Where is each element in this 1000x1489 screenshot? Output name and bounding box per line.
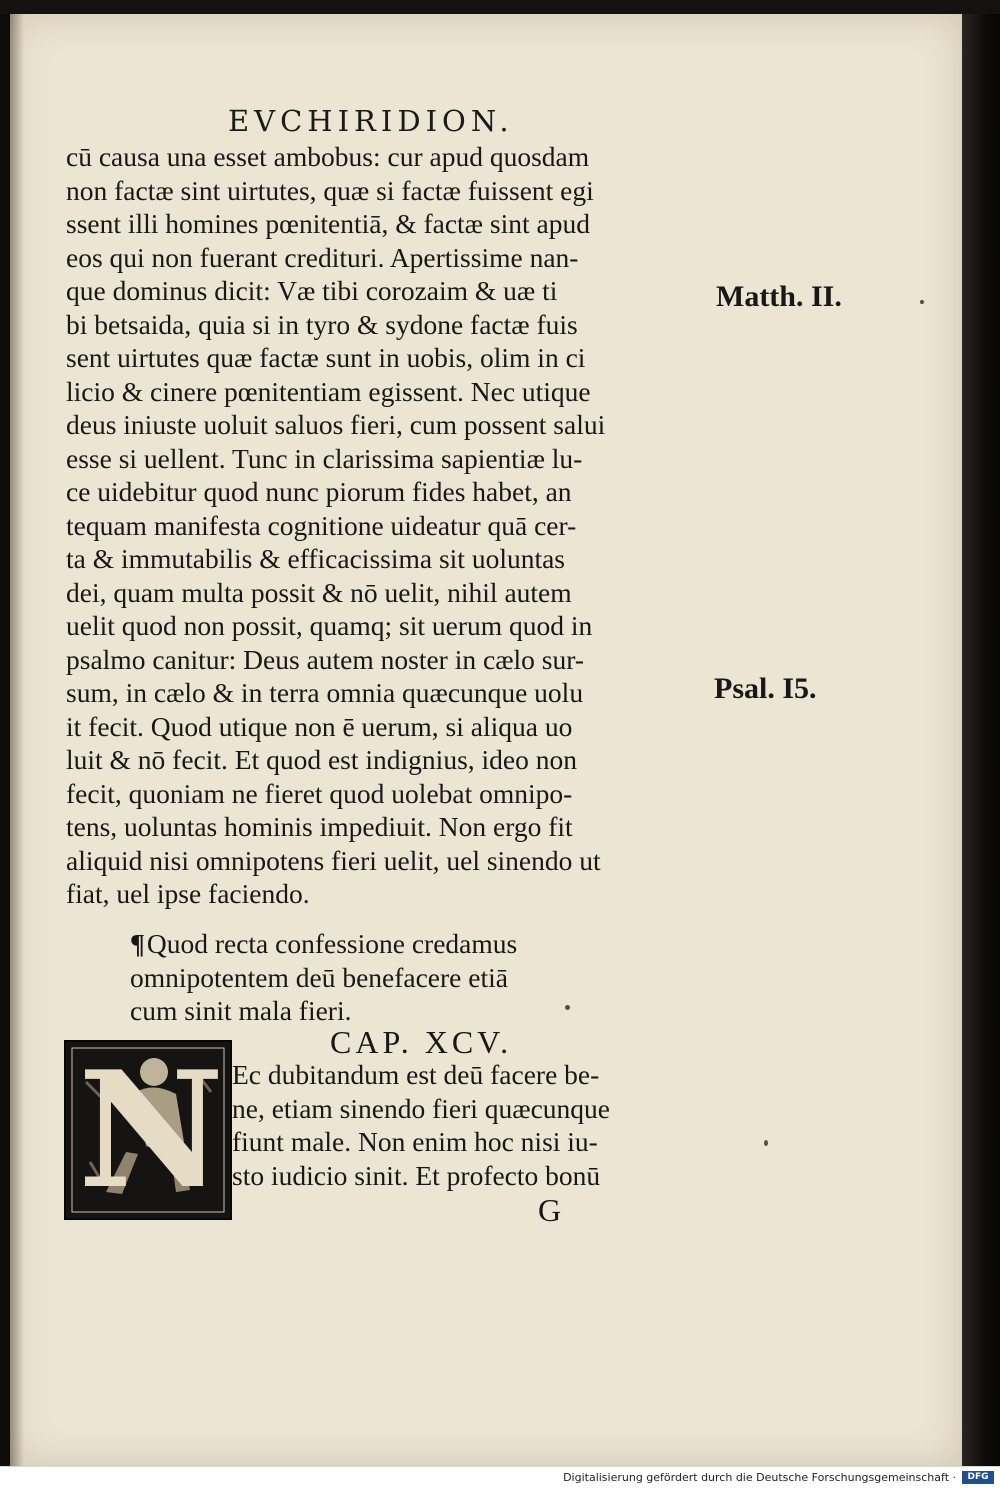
text-line: ta & immutabilis & efficacissima sit uoluntas [66, 543, 566, 574]
chapter-text [232, 1058, 702, 1192]
section-heading-line: ¶Quod recta confessione credamus [130, 928, 518, 959]
text-line: it fecit. Quod utique non ē uerum, si aliqua uo [66, 710, 573, 742]
dfg-logo: DFG [962, 1471, 994, 1484]
footer-bar [0, 1466, 1000, 1489]
text-line: esse si uellent. Tunc in clarissima sapientiæ lu- [66, 442, 583, 474]
marginal-note-matth: Matth. II. [716, 280, 842, 313]
running-head: EVCHIRIDION. [228, 104, 514, 138]
text-line: cū causa una esset ambobus: cur apud quosdam [66, 141, 590, 172]
text-line: fiunt male. Non enim hoc nisi iu- [232, 1126, 598, 1157]
page-edge [962, 14, 1000, 1466]
text-line: non factæ sint uirtutes, quæ si factæ fuissent egi [66, 174, 594, 206]
text-line: sum, in cælo & in terra omnia quæcunque uolu [66, 677, 584, 708]
text-line: fecit, quoniam ne fieret quod uolebat omnipo- [66, 777, 573, 809]
section-heading-line: cum sinit mala fieri. [130, 995, 352, 1026]
text-line: tens, uoluntas hominis impediuit. Non ergo fit [66, 811, 573, 842]
text-line: eos qui non fuerant credituri. Apertissime nan- [66, 241, 579, 273]
text-line: bi betsaida, quia si in tyro & sydone factæ fuis [66, 308, 578, 340]
text-line: ne, etiam sinendo fieri quæcunque [232, 1092, 611, 1124]
paper-speck [920, 300, 924, 304]
marginal-note-psal: Psal. I5. [714, 672, 817, 705]
initial-letter: N [78, 1036, 225, 1224]
paragraph-mark-icon: ¶ [130, 928, 145, 959]
section-heading [130, 927, 650, 1028]
paper-speck [764, 1140, 768, 1146]
text-line: deus iniuste uoluit saluos fieri, cum possent salui [66, 409, 606, 440]
text-line: sto iudicio sinit. Et profecto bonū [232, 1159, 601, 1191]
paper-speck [565, 1005, 570, 1010]
gutter-shadow [10, 14, 24, 1466]
text-line: uelit quod non possit, quamq; sit uerum quod in [66, 610, 593, 641]
scan-border-top [0, 0, 1000, 14]
section-heading-line: omnipotentem deū benefacere etiā [130, 961, 508, 993]
body-text [66, 140, 706, 911]
chapter-label: CAP. XCV. [330, 1024, 513, 1060]
text-line: psalmo canitur: Deus autem noster in cælo sur- [66, 643, 585, 675]
text-line: tequam manifesta cognitione uideatur quā cer- [66, 509, 577, 541]
text-line: que dominus dicit: Væ tibi corozaim & uæ ti [66, 275, 558, 306]
text-line: aliquid nisi omnipotens fieri uelit, uel sinendo ut [66, 844, 601, 876]
text-line: licio & cinere pœnitentiam egissent. Nec utique [66, 375, 591, 407]
text-line: ce uidebitur quod nunc piorum fides habet, an [66, 476, 572, 507]
text-line: Ec dubitandum est deū facere be- [232, 1059, 600, 1090]
text-line: luit & nō fecit. Et quod est indignius, ideo non [66, 744, 577, 775]
footer-credit: Digitalisierung gefördert durch die Deutsche Forschungsgemeinschaft · [563, 1471, 956, 1484]
signature-mark: G [538, 1192, 562, 1228]
text-line: sent uirtutes quæ factæ sunt in uobis, olim in ci [66, 342, 586, 373]
text-line: fiat, uel ipse faciendo. [66, 878, 310, 909]
text-line: dei, quam multa possit & nō uelit, nihil autem [66, 576, 572, 608]
text-line: ssent illi homines pœnitentiā, & factæ sint apud [66, 208, 590, 239]
decorated-initial [64, 1036, 232, 1224]
